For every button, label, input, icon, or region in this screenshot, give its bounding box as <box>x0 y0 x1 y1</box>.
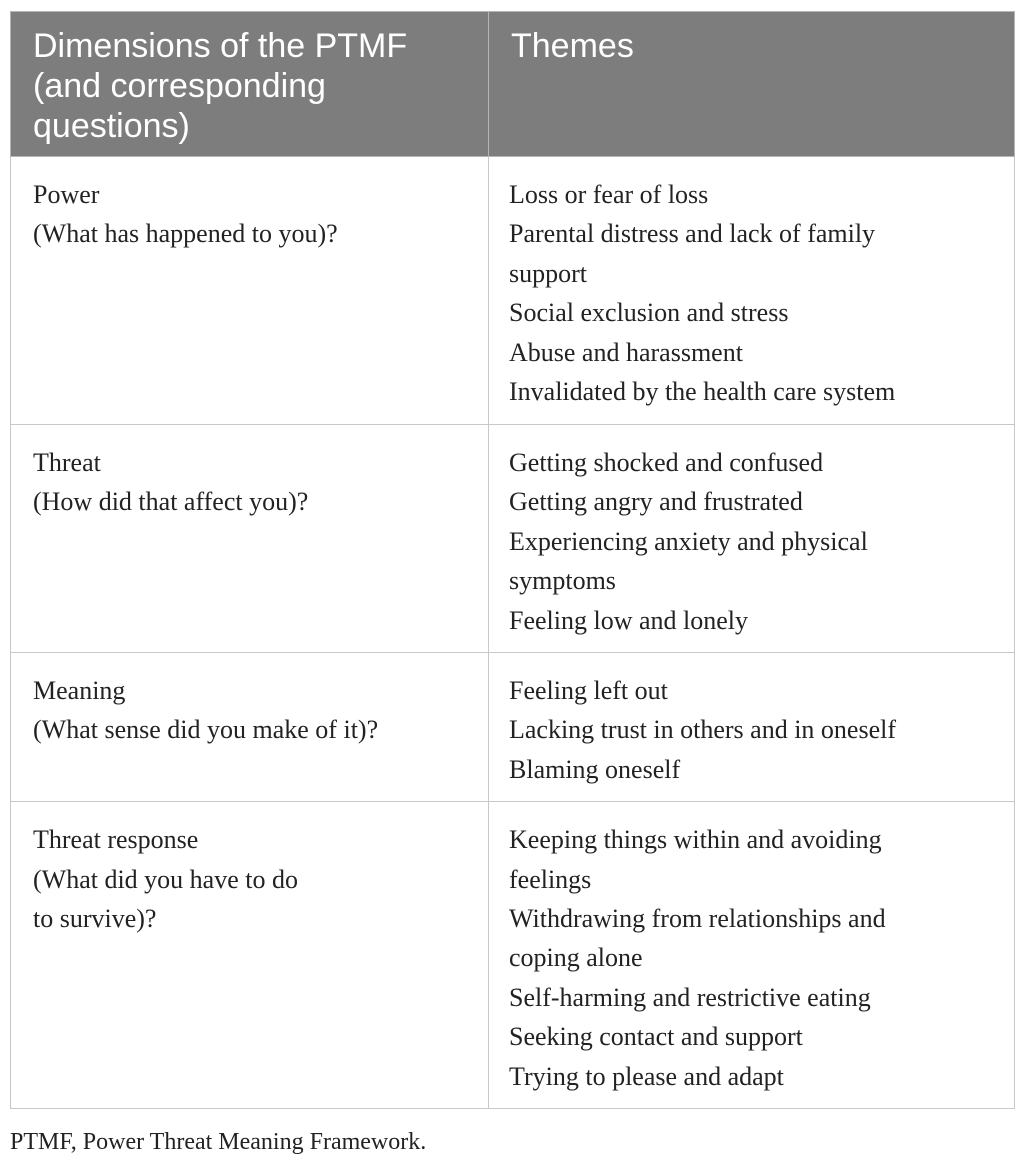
table-header-row <box>11 12 1015 157</box>
theme-item: Social exclusion and stress <box>509 298 789 328</box>
theme-item: Invalidated by the health care system <box>509 377 896 407</box>
table-row <box>11 425 1015 653</box>
theme-item: symptoms <box>509 566 616 596</box>
dimension-name: Power <box>33 180 100 209</box>
theme-item: Feeling left out <box>509 676 668 706</box>
theme-item: support <box>509 258 587 288</box>
theme-item: Keeping things within and avoiding <box>509 825 882 855</box>
theme-item: Loss or fear of loss <box>509 180 709 209</box>
theme-item: coping alone <box>509 943 643 973</box>
table-row <box>11 802 1015 1109</box>
dimension-question: (What has happened to you)? <box>33 219 338 249</box>
themes-cell <box>489 653 1015 802</box>
dimension-cell <box>11 653 489 802</box>
theme-item: Abuse and harassment <box>509 337 743 367</box>
themes-cell <box>489 802 1015 1109</box>
theme-item: Blaming oneself <box>509 754 681 784</box>
theme-item: Lacking trust in others and in oneself <box>509 715 897 745</box>
dimension-question: to survive)? <box>33 904 157 934</box>
dimension-question: (What did you have to do <box>33 864 298 894</box>
header-dimensions <box>11 12 489 157</box>
themes-cell <box>489 157 1015 425</box>
dimension-name: Meaning <box>33 676 126 706</box>
theme-item: Feeling low and lonely <box>509 605 749 635</box>
header-dimensions-line: (and corresponding <box>33 67 326 105</box>
theme-item: feelings <box>509 864 592 894</box>
dimension-cell <box>11 157 489 425</box>
table-footnote: PTMF, Power Threat Meaning Framework. <box>10 1129 427 1155</box>
theme-item: Getting shocked and confused <box>509 448 824 477</box>
ptmf-themes-table <box>10 11 1015 1109</box>
dimension-name: Threat response <box>33 825 199 855</box>
theme-item: Self-harming and restrictive eating <box>509 982 871 1012</box>
dimension-name: Threat <box>33 448 101 477</box>
themes-cell <box>489 425 1015 653</box>
header-dimensions-line: Dimensions of the PTMF <box>33 27 408 65</box>
theme-item: Getting angry and frustrated <box>509 487 803 517</box>
dimension-cell <box>11 802 489 1109</box>
theme-item: Seeking contact and support <box>509 1022 803 1052</box>
dimension-cell <box>11 425 489 653</box>
table-row <box>11 653 1015 802</box>
theme-item: Trying to please and adapt <box>509 1061 784 1091</box>
header-dimensions-line: questions) <box>33 107 190 145</box>
theme-item: Parental distress and lack of family <box>509 219 876 249</box>
theme-item: Experiencing anxiety and physical <box>509 526 868 556</box>
dimension-question: (How did that affect you)? <box>33 487 309 517</box>
theme-item: Withdrawing from relationships and <box>509 904 886 934</box>
header-themes: Themes <box>489 12 1015 157</box>
table-row <box>11 157 1015 425</box>
dimension-question: (What sense did you make of it)? <box>33 715 379 745</box>
